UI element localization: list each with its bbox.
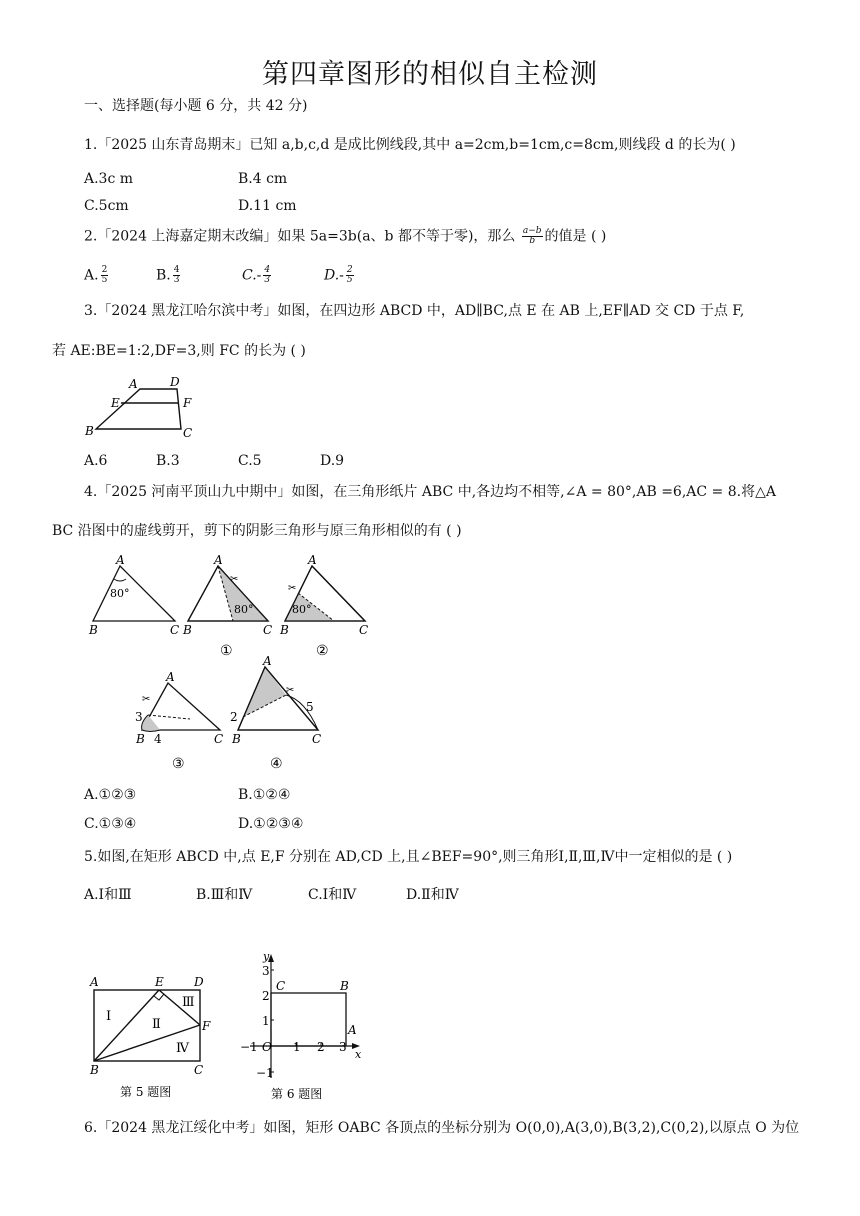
q4-option-a: A.①②③ [84, 787, 137, 803]
svg-text:A: A [166, 670, 175, 684]
q5-region-1: Ⅰ [106, 1009, 112, 1024]
q1-option-c: C.5cm [84, 198, 129, 214]
q5-right-angle-mark [154, 994, 164, 1000]
q3-label-b: B [85, 424, 94, 438]
q6-label-b: B [340, 979, 349, 993]
svg-text:C: C [214, 732, 224, 746]
q5-option-a: A.Ⅰ和Ⅲ [84, 887, 132, 903]
q6-tick-x1: 1 [293, 1040, 301, 1054]
q3-label-a: A [129, 377, 138, 391]
q4-label-a: A [116, 553, 125, 567]
q5-option-c: C.Ⅰ和Ⅳ [308, 887, 357, 903]
q3-label-f: F [183, 396, 192, 410]
q4-triangle-4-shaded [243, 667, 286, 717]
q5-region-4: Ⅳ [176, 1041, 189, 1056]
q6-label-x: x [355, 1048, 362, 1061]
q4-triangle-original [93, 566, 175, 621]
q6-tick-xm1: −1 [240, 1040, 258, 1054]
q4-label-2: 2 [230, 710, 238, 724]
q4-figure [80, 555, 380, 779]
question-6-text: 6.「2024 黑龙江绥化中考」如图，矩形 OABC 各顶点的坐标分别为 O(0,0),A(3,0),B(3,2),C(0,2),以原点 O 为位 [84, 1120, 800, 1136]
q3-quadrilateral [96, 389, 181, 429]
q4-label-angle: 80° [110, 587, 130, 600]
q6-tick-y2: 2 [262, 989, 270, 1003]
question-3-text-line1: 3.「2024 黑龙江哈尔滨中考」如图，在四边形 ABCD 中，AD∥BC,点 E 在 AB 上,EF∥AD 交 CD 于点 F, [84, 303, 745, 319]
q5-caption: 第 5 题图 [120, 1085, 172, 1099]
q2-option-b: B. $\frac{4}{3}$ [156, 265, 180, 285]
q4-option-c: C.①③④ [84, 816, 137, 832]
svg-text:A: A [263, 654, 272, 668]
q6-tick-y1: 1 [262, 1014, 270, 1028]
q2-option-a: A. $\frac{2}{5}$ [84, 265, 108, 285]
q3-option-c: C.5 [238, 453, 262, 469]
q6-tick-x3: 3 [339, 1040, 347, 1054]
scissors-icon-2: ✂ [288, 583, 297, 594]
svg-text:D: D [194, 975, 204, 989]
q6-rectangle [271, 993, 346, 1046]
svg-text:C: C [263, 623, 273, 637]
q5-figure [84, 970, 224, 1109]
question-3-text-line2: 若 AE:BE=1:2,DF=3,则 FC 的长为 ( ) [52, 343, 306, 359]
q4-option-b: B.①②④ [238, 787, 291, 803]
q4-label-n4: ④ [270, 756, 283, 772]
q6-tick-x2: 2 [317, 1040, 325, 1054]
svg-text:C: C [359, 623, 369, 637]
svg-text:C: C [312, 732, 322, 746]
q2-option-d: D.- $\frac{2}{5}$ [324, 265, 353, 285]
question-5-text: 5.如图,在矩形 ABCD 中,点 E,F 分别在 AD,CD 上,且∠BEF=90°,则三角形Ⅰ,Ⅱ,Ⅲ,Ⅳ中一定相似的是 ( ) [84, 849, 733, 865]
svg-text:A: A [308, 553, 317, 567]
q5-region-3: Ⅲ [182, 995, 195, 1010]
q4-label-3: 3 [135, 710, 143, 724]
q4-label-b: B [89, 623, 98, 637]
scissors-icon-1: ✂ [230, 574, 239, 585]
q3-label-d: D [170, 375, 180, 389]
scissors-icon-3: ✂ [142, 694, 151, 705]
q3-label-c: C [183, 426, 193, 440]
svg-text:A: A [90, 975, 99, 989]
q6-label-o: O [262, 1040, 272, 1054]
q6-caption: 第 6 题图 [271, 1087, 323, 1101]
q4-option-d: D.①②③④ [238, 816, 304, 832]
q3-figure [80, 372, 200, 446]
scissors-icon-4: ✂ [286, 685, 295, 696]
q4-label-c: C [170, 623, 180, 637]
q4-triangle-3-cut [148, 715, 190, 719]
q2-text-before: 2.「2024 上海嘉定期末改编」如果 5a=3b(a、b 都不等于零)，那么 [84, 228, 516, 245]
q2-frac-den: b [529, 236, 536, 246]
q1-option-d: D.11 cm [238, 198, 297, 214]
section-heading: 一、选择题(每小题 6 分，共 42 分) [84, 98, 308, 114]
q2-fraction [522, 227, 543, 246]
q4-label-n1: ① [220, 643, 233, 659]
q4-label-n3: ③ [172, 756, 185, 772]
q6-label-c: C [276, 979, 286, 993]
q3-option-b: B.3 [156, 453, 180, 469]
q6-label-a: A [348, 1023, 357, 1037]
q2-option-c: C.- $\frac{4}{3}$ [242, 265, 271, 285]
q6-tick-ym1: −1 [256, 1066, 274, 1080]
q4-label-5: 5 [306, 700, 314, 714]
q5-option-b: B.Ⅲ和Ⅳ [196, 887, 253, 903]
q3-option-a: A.6 [84, 453, 108, 469]
svg-text:80°: 80° [292, 603, 312, 616]
svg-text:80°: 80° [234, 603, 254, 616]
svg-text:C: C [194, 1063, 204, 1077]
q5-region-2: Ⅱ [152, 1017, 161, 1032]
q6-label-y: y [263, 950, 270, 963]
q4-label-n2: ② [316, 643, 329, 659]
q4-label-4: 4 [154, 732, 162, 746]
page-title: 第四章图形的相似自主检测 [262, 59, 598, 90]
svg-text:F: F [202, 1019, 211, 1033]
q2-frac-num: a−b [522, 226, 542, 236]
svg-text:B: B [136, 732, 145, 746]
q3-label-e: E [111, 396, 120, 410]
svg-text:B: B [90, 1063, 99, 1077]
svg-text:B: B [280, 623, 289, 637]
q5-option-d: D.Ⅱ和Ⅳ [406, 887, 459, 903]
svg-text:B: B [183, 623, 192, 637]
q3-option-d: D.9 [320, 453, 345, 469]
q6-figure [238, 948, 368, 1110]
question-4-text-line2: BC 沿图中的虚线剪开，剪下的阴影三角形与原三角形相似的有 ( ) [52, 523, 462, 539]
question-1-text: 1.「2025 山东青岛期末」已知 a,b,c,d 是成比例线段,其中 a=2cm,b=1cm,c=8cm,则线段 d 的长为( ) [84, 137, 736, 153]
question-4-text-line1: 4.「2025 河南平顶山九中期中」如图，在三角形纸片 ABC 中,各边均不相等,∠A = 80°,AB =6,AC = 8.将△A [84, 484, 776, 500]
q1-option-b: B.4 cm [238, 171, 288, 187]
q6-tick-y3: 3 [262, 964, 270, 978]
svg-text:A: A [214, 553, 223, 567]
question-2-text [84, 227, 606, 246]
q4-angle-mark [114, 579, 126, 581]
svg-text:B: B [232, 732, 241, 746]
q2-text-after: 的值是 ( ) [544, 228, 607, 245]
q1-option-a: A.3c m [84, 171, 134, 187]
svg-text:E: E [155, 975, 164, 989]
